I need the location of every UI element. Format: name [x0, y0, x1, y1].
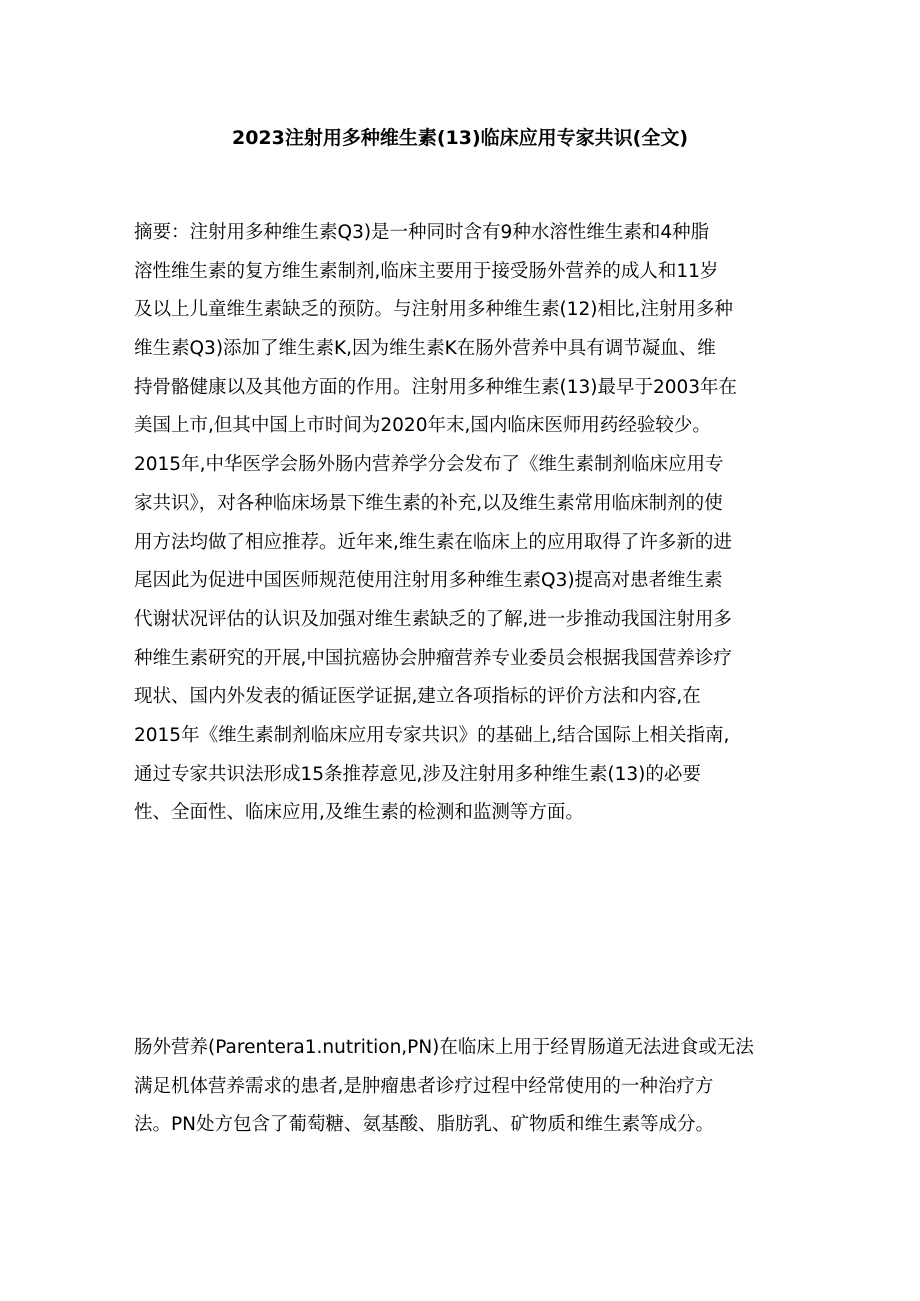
text-line: 2015年《维生素制剂临床应用专家共识》的基础上,结合国际上相关指南, — [134, 724, 730, 746]
text-line: 2015年,中华医学会肠外肠内营养学分会发布了《维生素制剂临床应用专 — [134, 454, 724, 476]
text-line: 持骨骼健康以及其他方面的作用。注射用多种维生素(13)最早于2003年在 — [134, 376, 738, 398]
text-line: 维生素Q3)添加了维生素K,因为维生素K在肠外营养中具有调节凝血、维 — [134, 338, 716, 360]
text-line: 美国上市,但其中国上市时间为2020年末,国内临床医师用药经验较少。 — [134, 415, 711, 437]
text-line: 家共识》，对各种临床场景下维生素的补充,以及维生素常用临床制剂的使 — [134, 492, 723, 514]
abstract-paragraph — [134, 214, 794, 833]
text-line: 及以上儿童维生素缺乏的预防。与注射用多种维生素(12)相比,注射用多种 — [134, 299, 733, 321]
text-line: 代谢状况评估的认识及加强对维生素缺乏的了解,进一步推动我国注射用多 — [134, 608, 732, 630]
text-line: 种维生素研究的开展,中国抗癌协会肿瘤营养专业委员会根据我国营养诊疗 — [134, 647, 732, 669]
text-line: 用方法均做了相应推荐。近年来,维生素在临床上的应用取得了许多新的进 — [134, 531, 732, 553]
text-line: 法。PN处方包含了葡萄糖、氨基酸、脂肪乳、矿物质和维生素等成分。 — [134, 1114, 714, 1136]
text-line: 通过专家共识法形成15条推荐意见,涉及注射用多种维生素(13)的必要 — [134, 763, 701, 785]
text-line: 肠外营养(Parentera1.nutrition,PN)在临床上用于经胃肠道无法进食或无法 — [134, 1037, 754, 1058]
text-line: 尾因此为促进中国医师规范使用注射用多种维生素Q3)提高对患者维生素 — [134, 570, 723, 592]
body-paragraph — [134, 1029, 794, 1145]
text-line: 溶性维生素的复方维生素制剂,临床主要用于接受肠外营养的成人和11岁 — [134, 260, 719, 282]
text-line: 性、全面性、临床应用,及维生素的检测和监测等方面。 — [134, 802, 584, 824]
text-line: 满足机体营养需求的患者,是肿瘤患者诊疗过程中经常使用的一种治疗方 — [134, 1075, 714, 1097]
text-line: 现状、国内外发表的循证医学证据,建立各项指标的评价方法和内容,在 — [134, 686, 701, 708]
text-line: 摘要：注射用多种维生素Q3)是一种同时含有9种水溶性维生素和4种脂 — [134, 222, 710, 243]
document-title: 2023注射用多种维生素(13)临床应用专家共识(全文) — [231, 127, 689, 149]
